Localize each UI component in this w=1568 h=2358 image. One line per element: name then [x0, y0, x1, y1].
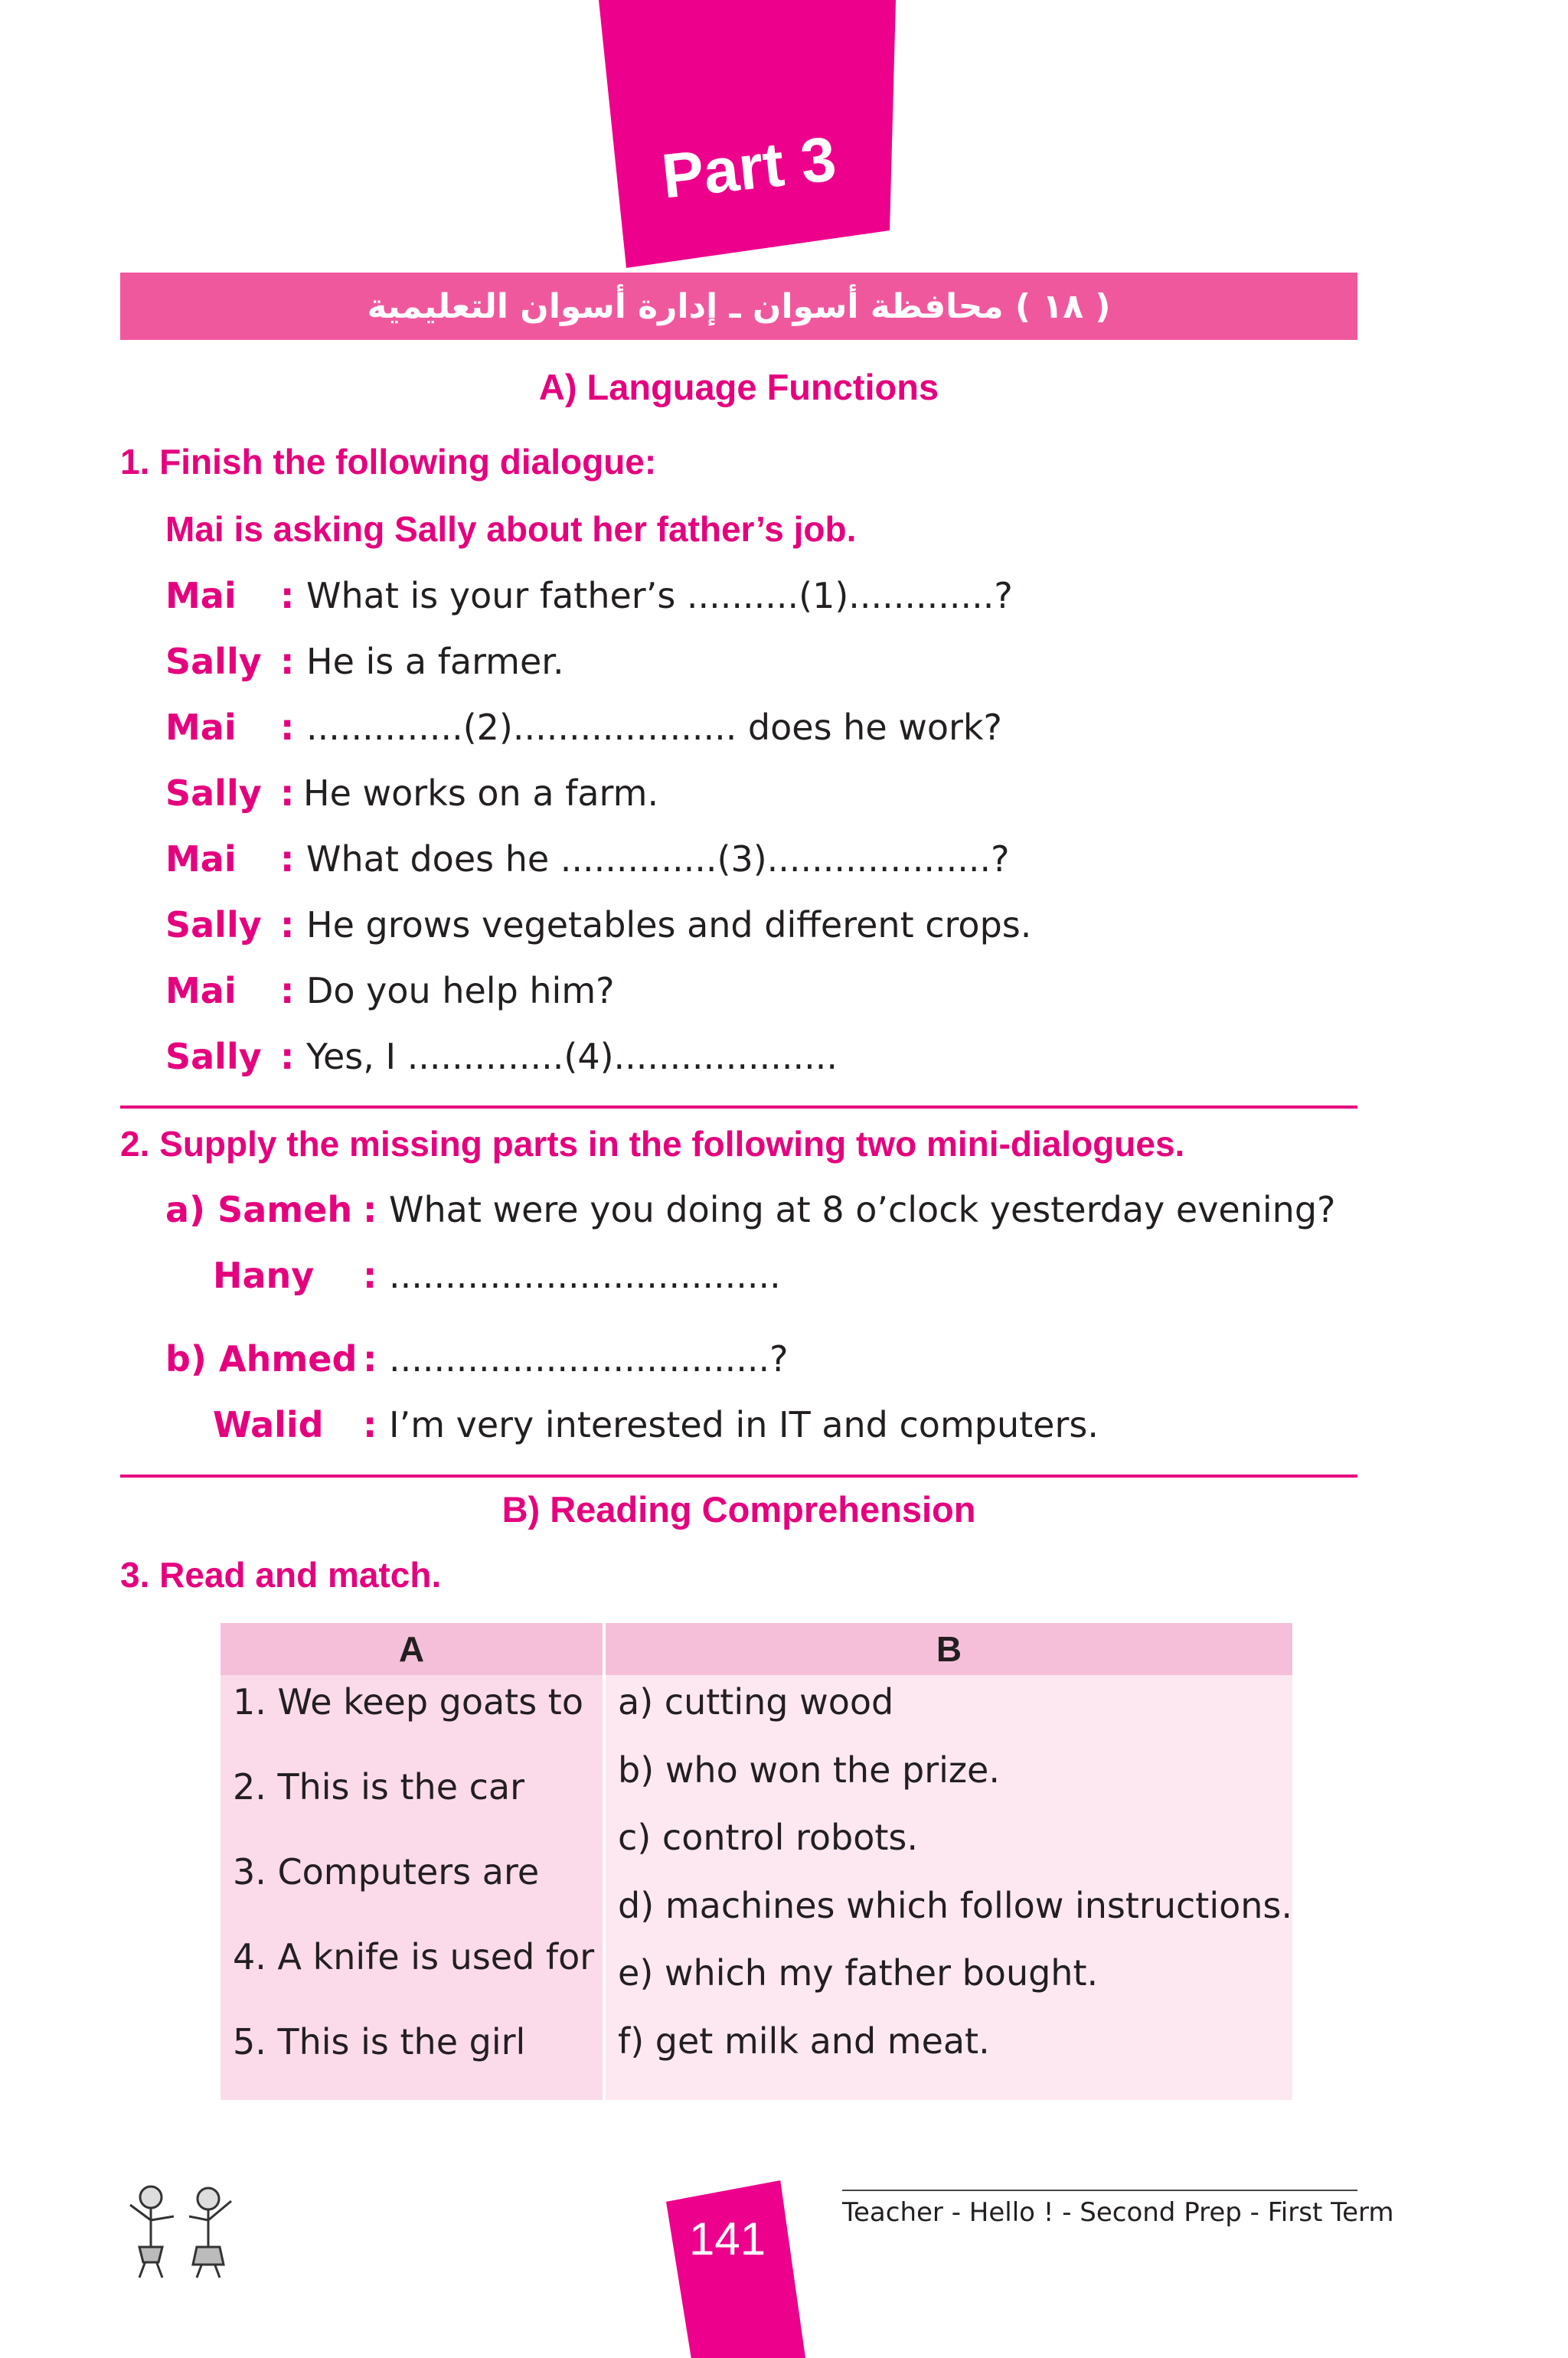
banner-text: ( ١٨ ) محافظة أسوان ـ إدارة أسوان التعليمية	[367, 286, 1111, 326]
list-item: 1. We keep goats to	[233, 1681, 583, 1723]
speaker: Hany	[213, 1255, 315, 1296]
answer-blank: ...................................	[389, 1255, 781, 1296]
question-1-heading: 1. Finish the following dialogue:	[120, 442, 657, 482]
section-a-title: A) Language Functions	[538, 367, 939, 407]
colon: :	[280, 707, 295, 748]
speaker: Mai	[165, 575, 237, 616]
colon: :	[280, 970, 295, 1011]
part-title: Part 3	[658, 124, 840, 212]
column-a-header: A	[220, 1623, 604, 1675]
speaker: Walid	[213, 1404, 324, 1445]
speaker: Mai	[165, 707, 237, 748]
colon: :	[280, 838, 295, 880]
divider	[120, 1475, 1357, 1478]
dialogue-line: He works on a farm.	[303, 772, 659, 814]
dialogue-line: What is your father’s ..........(1).............?	[306, 575, 1013, 616]
dialogue-line: I’m very interested in IT and computers.	[389, 1404, 1099, 1445]
governorate-banner	[120, 273, 1357, 340]
colon: :	[280, 904, 295, 945]
dialogue-line: What does he ..............(3)....................?	[306, 838, 1010, 880]
page-number-tab	[666, 2180, 805, 2358]
speaker: Mai	[165, 970, 237, 1011]
list-item: d) machines which follow instructions.	[618, 1884, 1292, 1926]
colon: :	[280, 1036, 295, 1077]
footer-divider	[842, 2190, 1357, 2191]
speaker: b) Ahmed	[165, 1338, 358, 1380]
question-2-heading: 2. Supply the missing parts in the following two mini-dialogues.	[120, 1124, 1185, 1164]
colon: :	[280, 641, 295, 682]
colon: :	[363, 1338, 377, 1380]
colon: :	[363, 1404, 377, 1445]
page-number: 141	[689, 2213, 766, 2265]
section-b-title: B) Reading Comprehension	[501, 1489, 976, 1530]
match-table	[220, 1623, 1292, 2100]
dialogue-line: Do you help him?	[306, 970, 615, 1011]
answer-blank: ..................................?	[389, 1338, 789, 1380]
speaker: Sally	[165, 641, 262, 682]
speaker: a) Sameh	[165, 1189, 353, 1230]
list-item: 2. This is the car	[233, 1766, 525, 1808]
dialogue-line: Yes, I ..............(4)....................	[306, 1036, 838, 1077]
book-title: Teacher - Hello ! - Second Prep - First Term	[842, 2197, 1394, 2228]
list-item: f) get milk and meat.	[618, 2020, 990, 2062]
column-b	[604, 1675, 1292, 2100]
colon: :	[280, 575, 295, 616]
dialogue-situation: Mai is asking Sally about her father’s job.	[165, 509, 857, 549]
column-b-header: B	[604, 1623, 1292, 1675]
list-item: a) cutting wood	[618, 1681, 894, 1723]
column-a	[220, 1675, 604, 2100]
colon: :	[363, 1255, 377, 1296]
children-figures-icon	[116, 2174, 247, 2289]
question-3-heading: 3. Read and match.	[120, 1555, 442, 1595]
colon: :	[280, 772, 295, 814]
speaker: Sally	[165, 772, 262, 814]
dialogue-line: He is a farmer.	[306, 641, 564, 682]
speaker: Sally	[165, 904, 262, 945]
dialogue-line: What were you doing at 8 o’clock yesterday evening?	[389, 1189, 1336, 1230]
list-item: 4. A knife is used for	[233, 1936, 595, 1978]
list-item: b) who won the prize.	[618, 1749, 1000, 1791]
list-item: c) control robots.	[618, 1817, 918, 1858]
speaker: Sally	[165, 1036, 262, 1077]
divider	[120, 1106, 1357, 1109]
dialogue-line: ..............(2).................... does he work?	[306, 707, 1002, 748]
list-item: 5. This is the girl	[233, 2021, 526, 2062]
list-item: e) which my father bought.	[618, 1952, 1099, 1994]
colon: :	[363, 1189, 377, 1230]
speaker: Mai	[165, 838, 237, 880]
list-item: 3. Computers are	[233, 1851, 540, 1893]
dialogue-line: He grows vegetables and different crops.	[306, 904, 1032, 945]
